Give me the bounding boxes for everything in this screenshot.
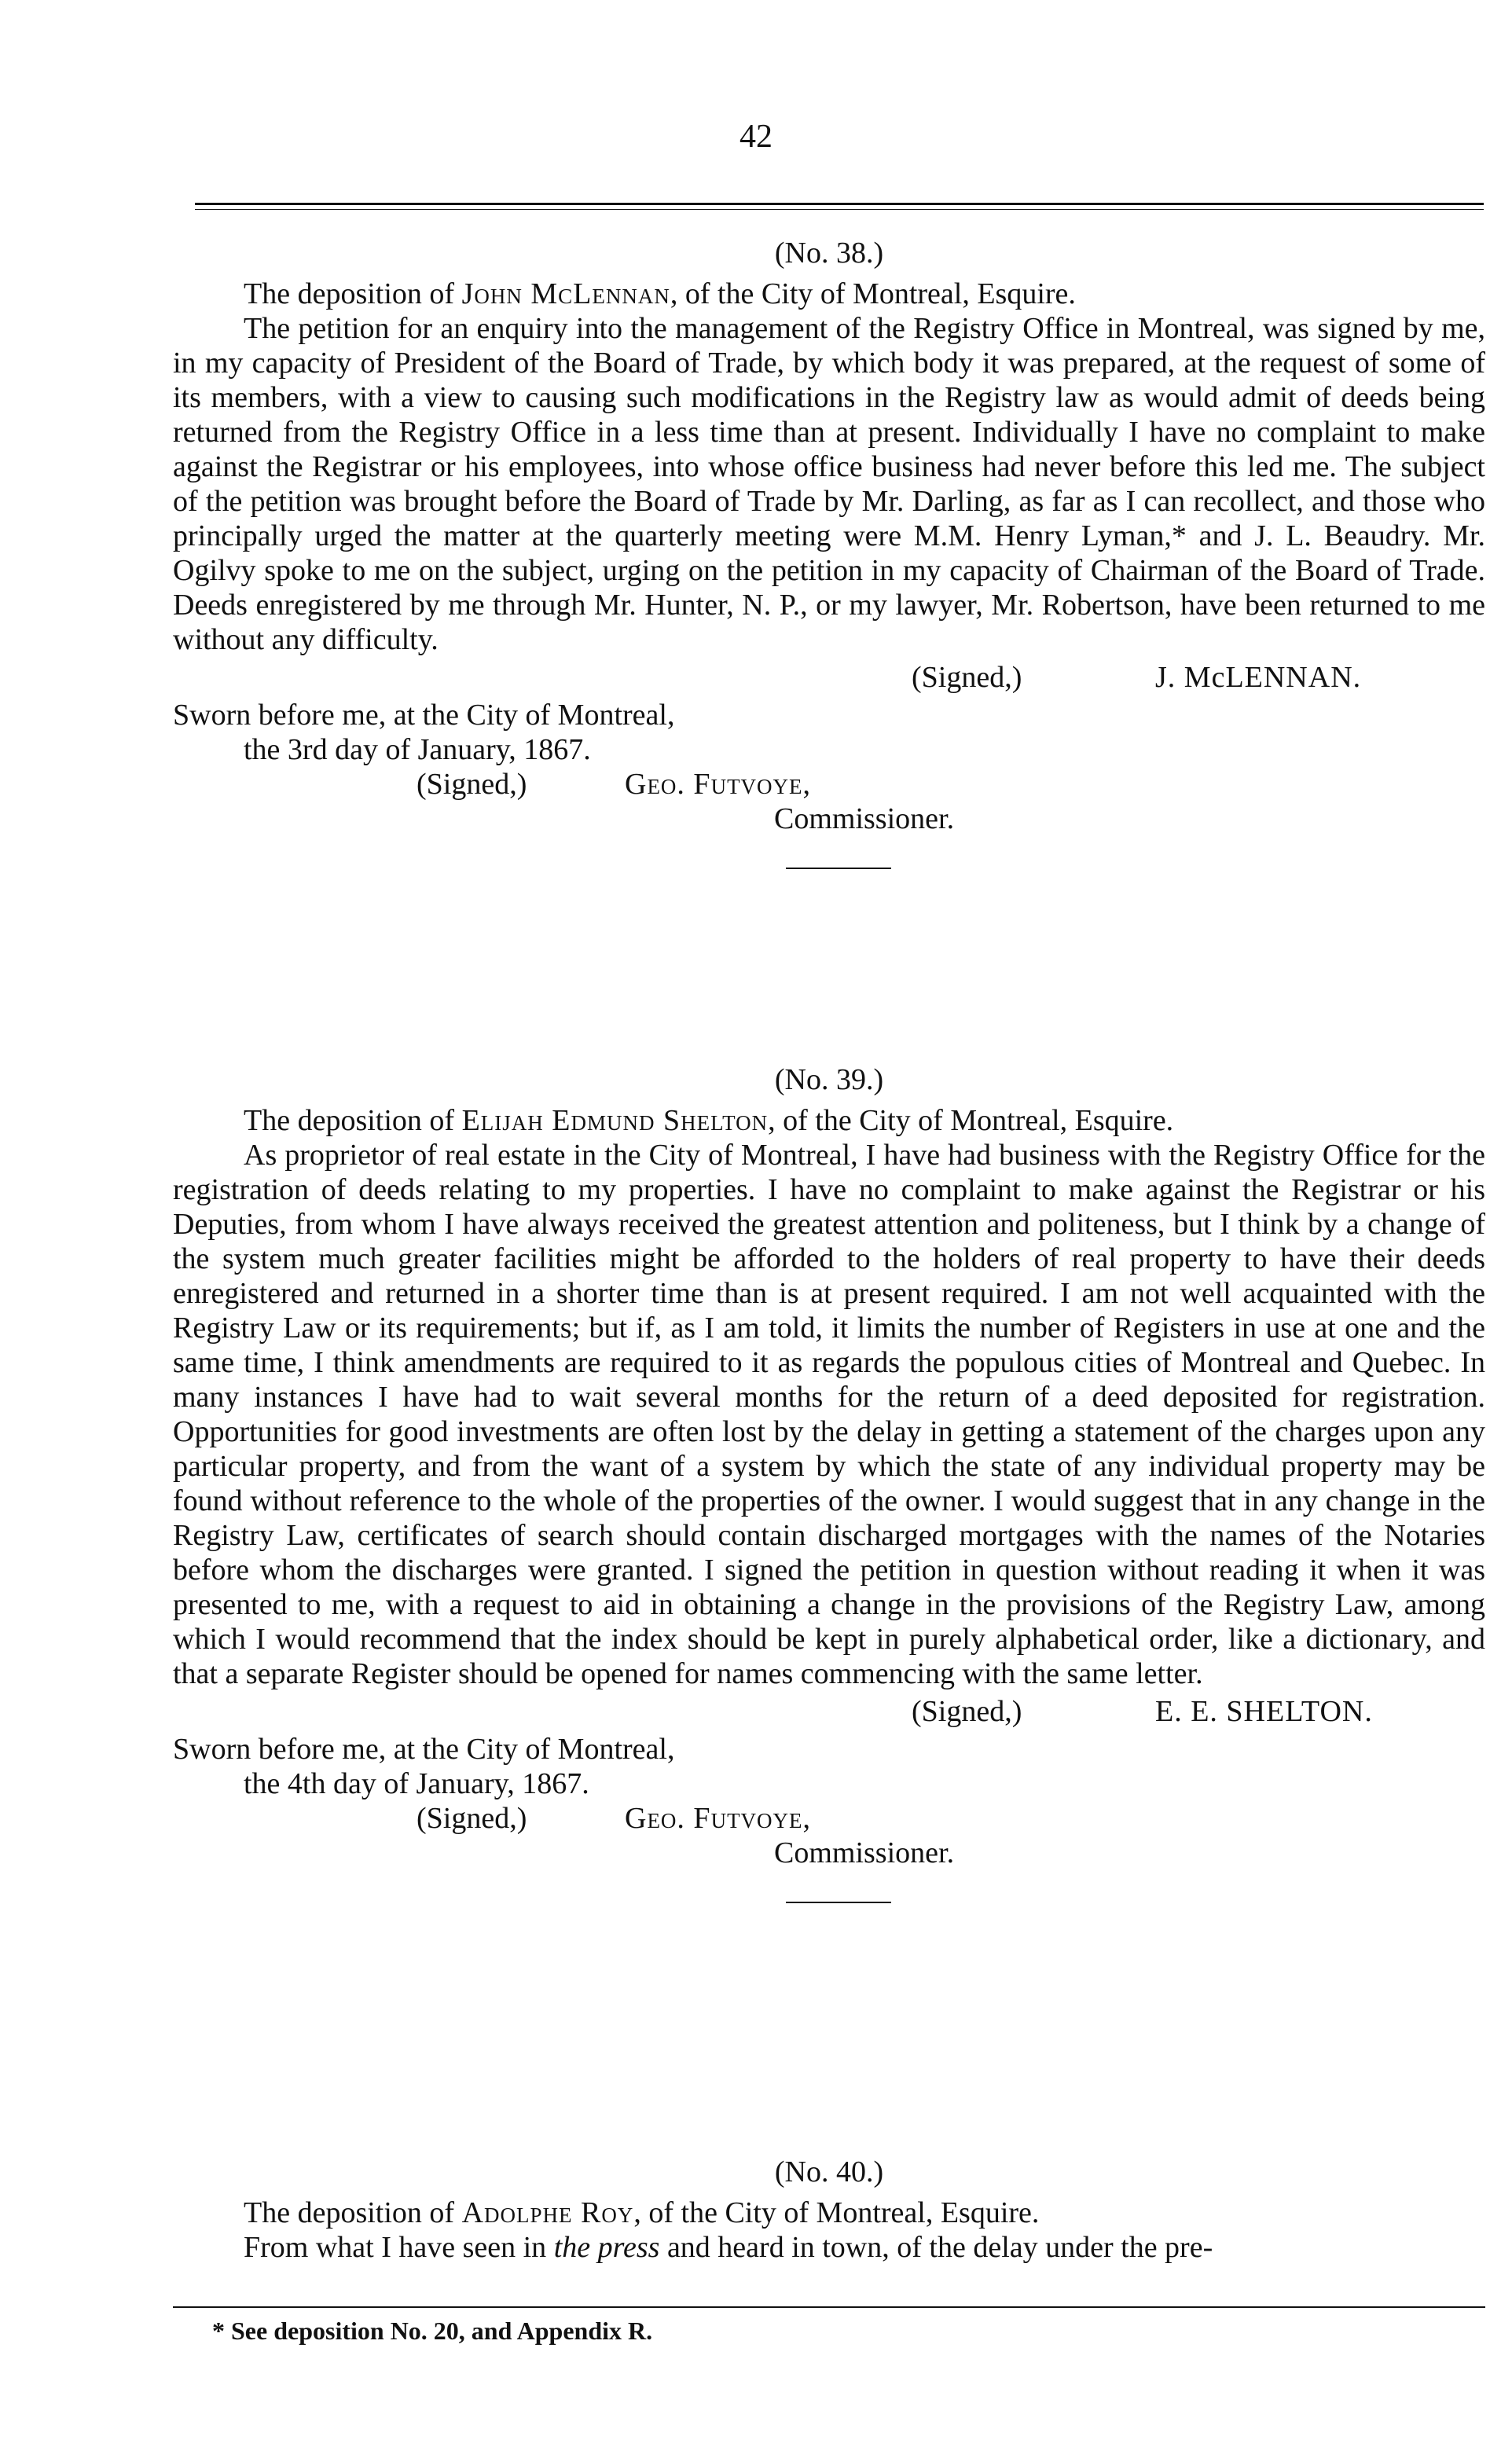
sworn-date: the 3rd day of January, 1867. bbox=[244, 733, 591, 766]
section-divider bbox=[786, 868, 891, 869]
commissioner-title-line bbox=[173, 1836, 1485, 1870]
commissioner-signed-label: (Signed,) bbox=[417, 1802, 527, 1835]
commissioner-title: Commissioner. bbox=[774, 802, 955, 835]
deposition-intro bbox=[173, 277, 1485, 311]
header-rule bbox=[195, 203, 1484, 205]
body-text-end: and heard in town, of the delay under the pre- bbox=[659, 2231, 1213, 2264]
intro-text-end: , of the City of Montreal, Esquire. bbox=[670, 277, 1076, 310]
signed-label: (Signed,) bbox=[912, 661, 1022, 694]
intro-text: The deposition of bbox=[244, 277, 462, 310]
body-text-italic: the press bbox=[553, 2231, 660, 2264]
deposition-40 bbox=[173, 2155, 1485, 2265]
intro-text-end: , of the City of Montreal, Esquire. bbox=[768, 1104, 1174, 1137]
deposition-number: (No. 38.) bbox=[774, 237, 884, 270]
deposition-intro bbox=[173, 2196, 1485, 2230]
commissioner-title-line bbox=[173, 802, 1485, 836]
footnote-rule bbox=[173, 2306, 1485, 2308]
commissioner-line bbox=[173, 1801, 1485, 1836]
sworn-line: Sworn before me, at the City of Montreal, bbox=[173, 699, 675, 732]
signer-name: E. E. SHELTON. bbox=[1155, 1695, 1373, 1728]
footnote: * See deposition No. 20, and Appendix R. bbox=[212, 2317, 653, 2345]
commissioner-name: Geo. Futvoye, bbox=[625, 1802, 812, 1835]
intro-text: The deposition of bbox=[244, 2196, 462, 2229]
page-number: 42 bbox=[739, 119, 773, 155]
signature-line bbox=[173, 1694, 1485, 1732]
deposition-number: (No. 39.) bbox=[774, 1063, 884, 1096]
deposition-number: (No. 40.) bbox=[774, 2155, 884, 2188]
deponent-name: Elijah Edmund Shelton bbox=[461, 1104, 769, 1137]
sworn-line: Sworn before me, at the City of Montreal, bbox=[173, 1733, 675, 1766]
intro-text-end: , of the City of Montreal, Esquire. bbox=[633, 2196, 1040, 2229]
intro-text: The deposition of bbox=[244, 1104, 462, 1137]
deposition-body: The petition for an enquiry into the management of the Registry Office in Montreal, was signed by me, in my capacity of President of the Board of Trade, by which body it was prepared, at the request of some of its members, with a view to causing such modifications in the Registry law as would admit of deeds being returned from the Registry Office in a less time than at present. Individually I have no complaint to make against the Registrar or his employees, into whose office business had never before this led me. The subject of the petition was brought before the Board of Trade by Mr. Darling, as far as I can recollect, and those who principally urged the matter at the quarterly meeting were M.M. Henry Lyman,* and J. L. Beaudry. Mr. Ogilvy spoke to me on the subject, urging on the petition in my capacity of Chairman of the Board of Trade. Deeds enregistered by me through Mr. Hunter, N. P., or my lawyer, Mr. Robertson, have been returned to me without any difficulty. bbox=[173, 312, 1485, 656]
deposition-body bbox=[173, 2230, 1485, 2265]
body-text-start: From what I have seen in bbox=[244, 2231, 554, 2264]
signature-line bbox=[173, 660, 1485, 698]
deposition-body: As proprietor of real estate in the City of Montreal, I have had business with the Registry Office for the registration of deeds relating to my properties. I have no complaint to make against the Registrar or his Deputies, from whom I have always received the greatest attention and politeness, but I think by a change of the system much greater facilities might be afforded to the holders of real property to have their deeds enregistered and returned in a shorter time than is at present required. I am not well acquainted with the Registry Law or its requirements; but if, as I am told, it limits the number of Registers in use at one and the same time, I think amendments are required to it as regards the populous cities of Montreal and Quebec. In many instances I have had to wait several months for the return of a deed deposited for registration. Opportunities for good investments are often lost by the delay in getting a statement of the charges upon any particular property, and from the want of a system by which the state of any individual property may be found without reference to the whole of the properties of the owner. I would suggest that in any change in the Registry Law, certificates of search should contain discharged mortgages with the names of the Notaries before whom the discharges were granted. I signed the petition in question without reading it when it was presented to me, with a request to aid in obtaining a change in the provisions of the Registry Law, among which I would recommend that the index should be kept in purely alphabetical order, like a dictionary, and that a separate Register should be opened for names commencing with the same letter. bbox=[173, 1139, 1485, 1690]
deponent-name: John McLennan bbox=[461, 277, 670, 310]
signed-label: (Signed,) bbox=[912, 1695, 1022, 1728]
commissioner-name: Geo. Futvoye, bbox=[625, 768, 812, 801]
deposition-intro bbox=[173, 1103, 1485, 1138]
commissioner-signed-label: (Signed,) bbox=[417, 768, 527, 801]
deposition-38 bbox=[173, 236, 1485, 901]
commissioner-line bbox=[173, 767, 1485, 802]
commissioner-title: Commissioner. bbox=[774, 1836, 955, 1869]
deponent-name: Adolphe Roy bbox=[461, 2196, 634, 2229]
section-divider bbox=[786, 1902, 891, 1903]
sworn-date: the 4th day of January, 1867. bbox=[244, 1767, 589, 1800]
header-rule-thin bbox=[195, 209, 1484, 210]
deposition-39 bbox=[173, 1062, 1485, 1935]
signer-name: J. McLENNAN. bbox=[1155, 661, 1362, 694]
